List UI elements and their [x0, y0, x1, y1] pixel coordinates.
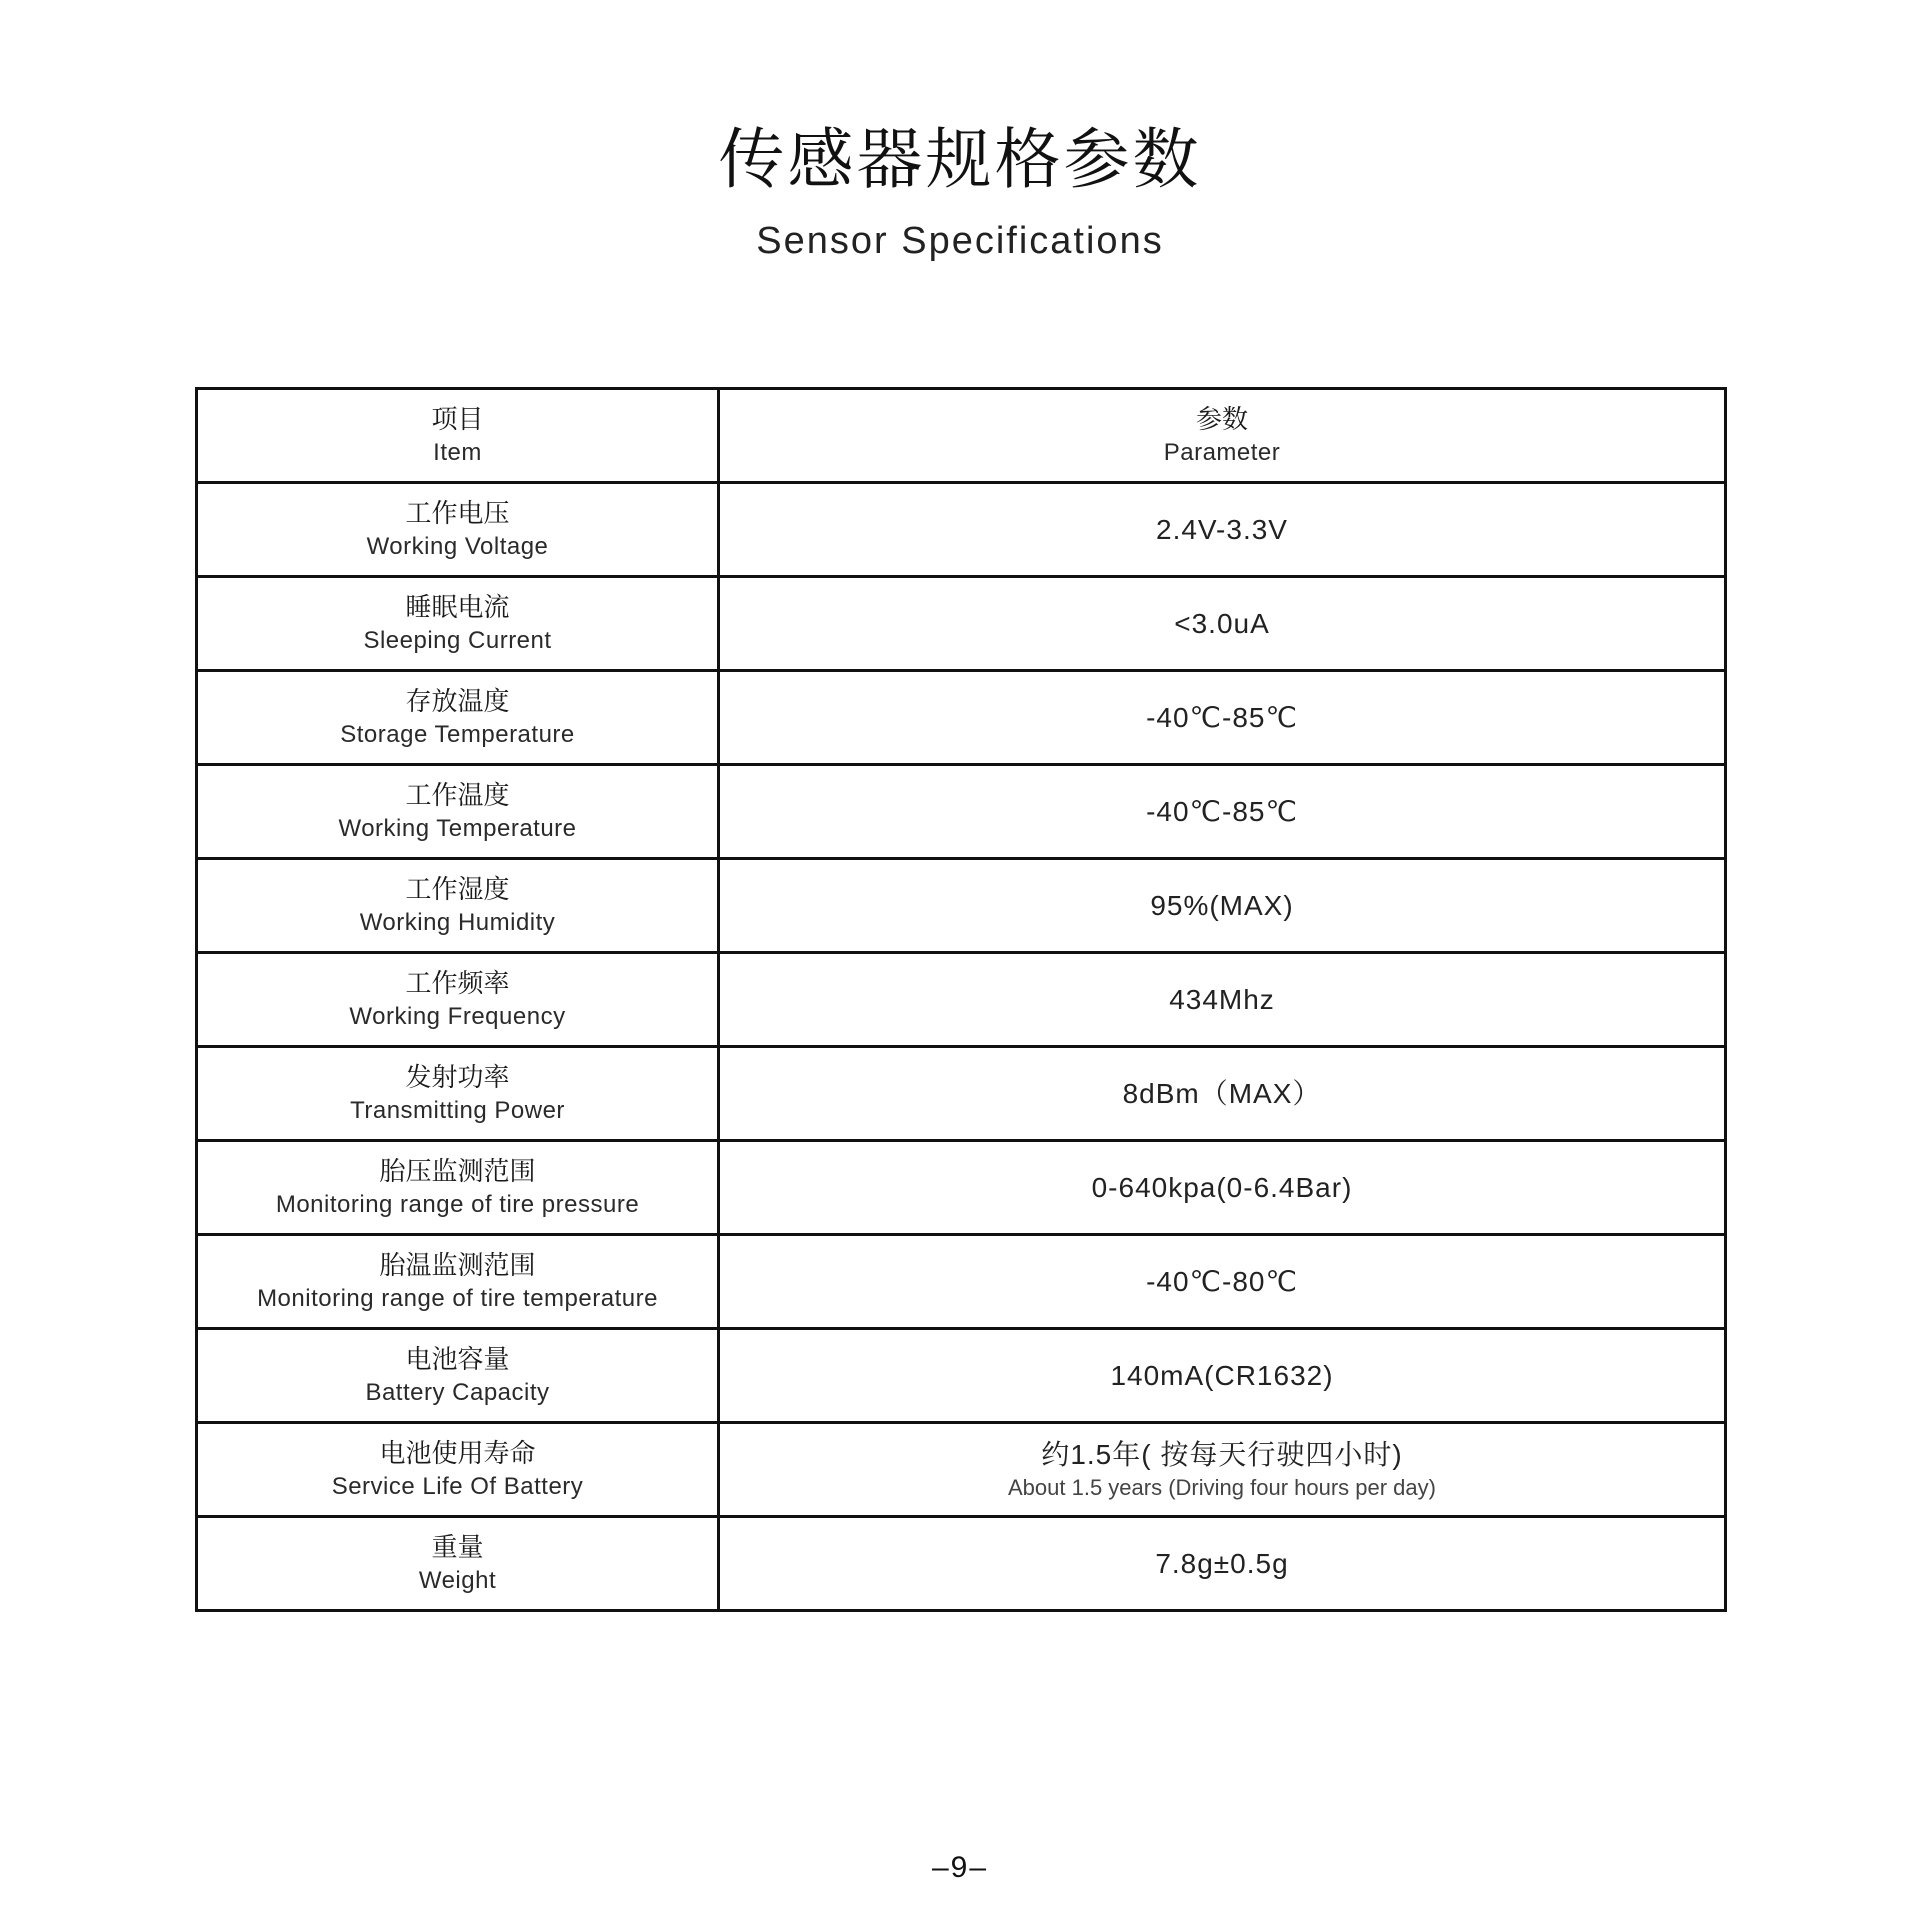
- table-row: [197, 1235, 1726, 1329]
- header-parameter-zh: 参数: [1195, 404, 1248, 435]
- parameter-value: <3.0uA: [1174, 607, 1270, 639]
- item-label-en: Monitoring range of tire pressure: [275, 1190, 640, 1218]
- item-label-en: Monitoring range of tire temperature: [257, 1284, 658, 1312]
- table-row: [197, 483, 1726, 577]
- item-label-zh: 胎温监测范围: [379, 1250, 536, 1281]
- item-cell: [197, 765, 719, 859]
- header-item-en: Item: [433, 438, 482, 466]
- item-cell: [197, 1517, 719, 1611]
- table-row: [197, 953, 1726, 1047]
- parameter-cell: [719, 1141, 1726, 1235]
- page-title-zh: 传感器规格参数: [718, 121, 1202, 198]
- item-cell: [197, 859, 719, 953]
- table-header-row: [197, 389, 1726, 483]
- parameter-cell: [719, 953, 1726, 1047]
- parameter-value-sub: About 1.5 years (Driving four hours per day): [1008, 1474, 1436, 1500]
- parameter-value: -40℃-80℃: [1146, 1265, 1298, 1297]
- parameter-value: 约1.5年( 按每天行驶四小时): [1041, 1438, 1403, 1470]
- item-label-zh: 工作温度: [405, 780, 510, 811]
- parameter-value: 8dBm（MAX）: [1122, 1077, 1322, 1109]
- item-label-en: Transmitting Power: [350, 1096, 565, 1124]
- item-label-zh: 工作电压: [405, 498, 510, 529]
- item-label-en: Working Frequency: [349, 1002, 566, 1030]
- table-row: [197, 577, 1726, 671]
- header-parameter-en: Parameter: [1163, 438, 1281, 466]
- table-row: [197, 765, 1726, 859]
- parameter-value: 2.4V-3.3V: [1156, 513, 1288, 545]
- table-row: [197, 671, 1726, 765]
- item-label-zh: 电池使用寿命: [379, 1438, 536, 1469]
- parameter-value: 140mA(CR1632): [1110, 1359, 1334, 1391]
- item-label-en: Weight: [418, 1566, 497, 1594]
- parameter-cell: [719, 1517, 1726, 1611]
- item-label-zh: 工作频率: [405, 968, 510, 999]
- specifications-table: [195, 387, 1727, 1612]
- item-cell: [197, 1235, 719, 1329]
- parameter-cell: [719, 765, 1726, 859]
- item-label-en: Sleeping Current: [363, 626, 552, 654]
- item-cell: [197, 577, 719, 671]
- item-cell: [197, 1423, 719, 1517]
- item-label-zh: 存放温度: [405, 686, 510, 717]
- parameter-cell: [719, 1047, 1726, 1141]
- item-cell: [197, 1329, 719, 1423]
- item-label-zh: 工作湿度: [405, 874, 510, 905]
- item-cell: [197, 671, 719, 765]
- item-label-zh: 发射功率: [405, 1062, 510, 1093]
- item-label-zh: 睡眠电流: [405, 592, 510, 623]
- parameter-value: -40℃-85℃: [1146, 701, 1298, 733]
- parameter-cell: [719, 1423, 1726, 1517]
- page-title-en: Sensor Specifications: [756, 220, 1164, 262]
- item-cell: [197, 1047, 719, 1141]
- parameter-value: 7.8g±0.5g: [1155, 1547, 1289, 1579]
- item-label-en: Service Life Of Battery: [331, 1472, 584, 1500]
- parameter-value: 434Mhz: [1169, 983, 1275, 1015]
- page-number: –9–: [931, 1851, 989, 1884]
- parameter-cell: [719, 671, 1726, 765]
- table-row: [197, 1141, 1726, 1235]
- parameter-value: -40℃-85℃: [1146, 795, 1298, 827]
- item-label-en: Working Humidity: [359, 908, 556, 936]
- item-cell: [197, 1141, 719, 1235]
- item-cell: [197, 483, 719, 577]
- item-label-en: Storage Temperature: [340, 720, 575, 748]
- table-row: [197, 1329, 1726, 1423]
- parameter-cell: [719, 577, 1726, 671]
- table-row: [197, 859, 1726, 953]
- parameter-value: 95%(MAX): [1150, 889, 1294, 921]
- item-label-en: Working Voltage: [366, 532, 549, 560]
- parameter-cell: [719, 859, 1726, 953]
- parameter-cell: [719, 483, 1726, 577]
- item-label-zh: 电池容量: [405, 1344, 510, 1375]
- header-item-cell: [197, 389, 719, 483]
- header-item-zh: 项目: [431, 404, 484, 435]
- table-row: [197, 1423, 1726, 1517]
- parameter-value: 0-640kpa(0-6.4Bar): [1091, 1171, 1353, 1203]
- parameter-cell: [719, 1235, 1726, 1329]
- item-label-en: Battery Capacity: [365, 1378, 550, 1406]
- table-row: [197, 1517, 1726, 1611]
- parameter-cell: [719, 1329, 1726, 1423]
- item-label-zh: 胎压监测范围: [379, 1156, 536, 1187]
- item-label-en: Working Temperature: [338, 814, 577, 842]
- item-cell: [197, 953, 719, 1047]
- table-row: [197, 1047, 1726, 1141]
- header-parameter-cell: [719, 389, 1726, 483]
- item-label-zh: 重量: [431, 1532, 484, 1563]
